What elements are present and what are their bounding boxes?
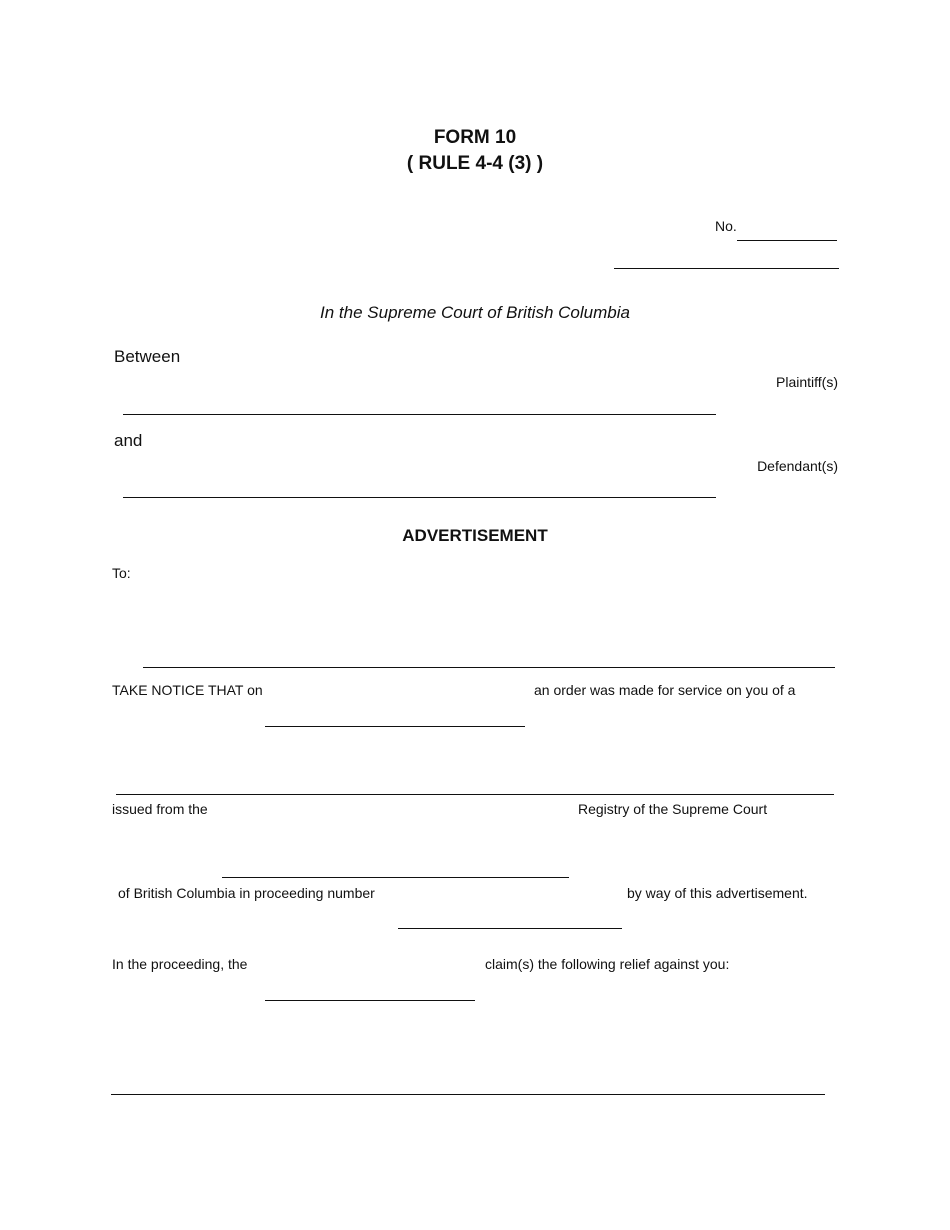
and-label: and xyxy=(114,431,143,450)
registry-field-line[interactable] xyxy=(614,268,839,269)
form-title: FORM 10 xyxy=(433,127,517,148)
claims-text: claim(s) the following relief against you: xyxy=(485,956,730,972)
registry-text: Registry of the Supreme Court xyxy=(578,801,768,817)
proceeding-number-field-line[interactable] xyxy=(398,928,622,929)
proceeding-number-text: of British Columbia in proceeding number xyxy=(118,885,375,901)
form-rule: ( RULE 4-4 (3) ) xyxy=(406,153,544,174)
plaintiff-label: Plaintiff(s) xyxy=(776,374,838,390)
to-field-line[interactable] xyxy=(143,667,835,668)
defendant-label: Defendant(s) xyxy=(757,458,838,474)
plaintiff-field-line[interactable] xyxy=(123,414,716,415)
issued-from-text: issued from the xyxy=(112,801,208,817)
order-made-text: an order was made for service on you of a xyxy=(534,682,796,698)
in-proceeding-text: In the proceeding, the xyxy=(112,956,248,972)
defendant-field-line[interactable] xyxy=(123,497,716,498)
relief-field-line[interactable] xyxy=(111,1094,825,1095)
between-label: Between xyxy=(114,347,181,366)
no-field-line[interactable] xyxy=(737,240,837,241)
no-label: No. xyxy=(715,218,737,234)
court-name: In the Supreme Court of British Columbia xyxy=(320,303,630,322)
advertisement-heading: ADVERTISEMENT xyxy=(402,526,548,545)
by-way-text: by way of this advertisement. xyxy=(627,885,808,901)
take-notice-text: TAKE NOTICE THAT on xyxy=(112,682,263,698)
to-label: To: xyxy=(112,565,131,581)
registry-location-field-line[interactable] xyxy=(222,877,569,878)
date-field-line[interactable] xyxy=(265,726,525,727)
document-field-line[interactable] xyxy=(116,794,834,795)
party-field-line[interactable] xyxy=(265,1000,475,1001)
